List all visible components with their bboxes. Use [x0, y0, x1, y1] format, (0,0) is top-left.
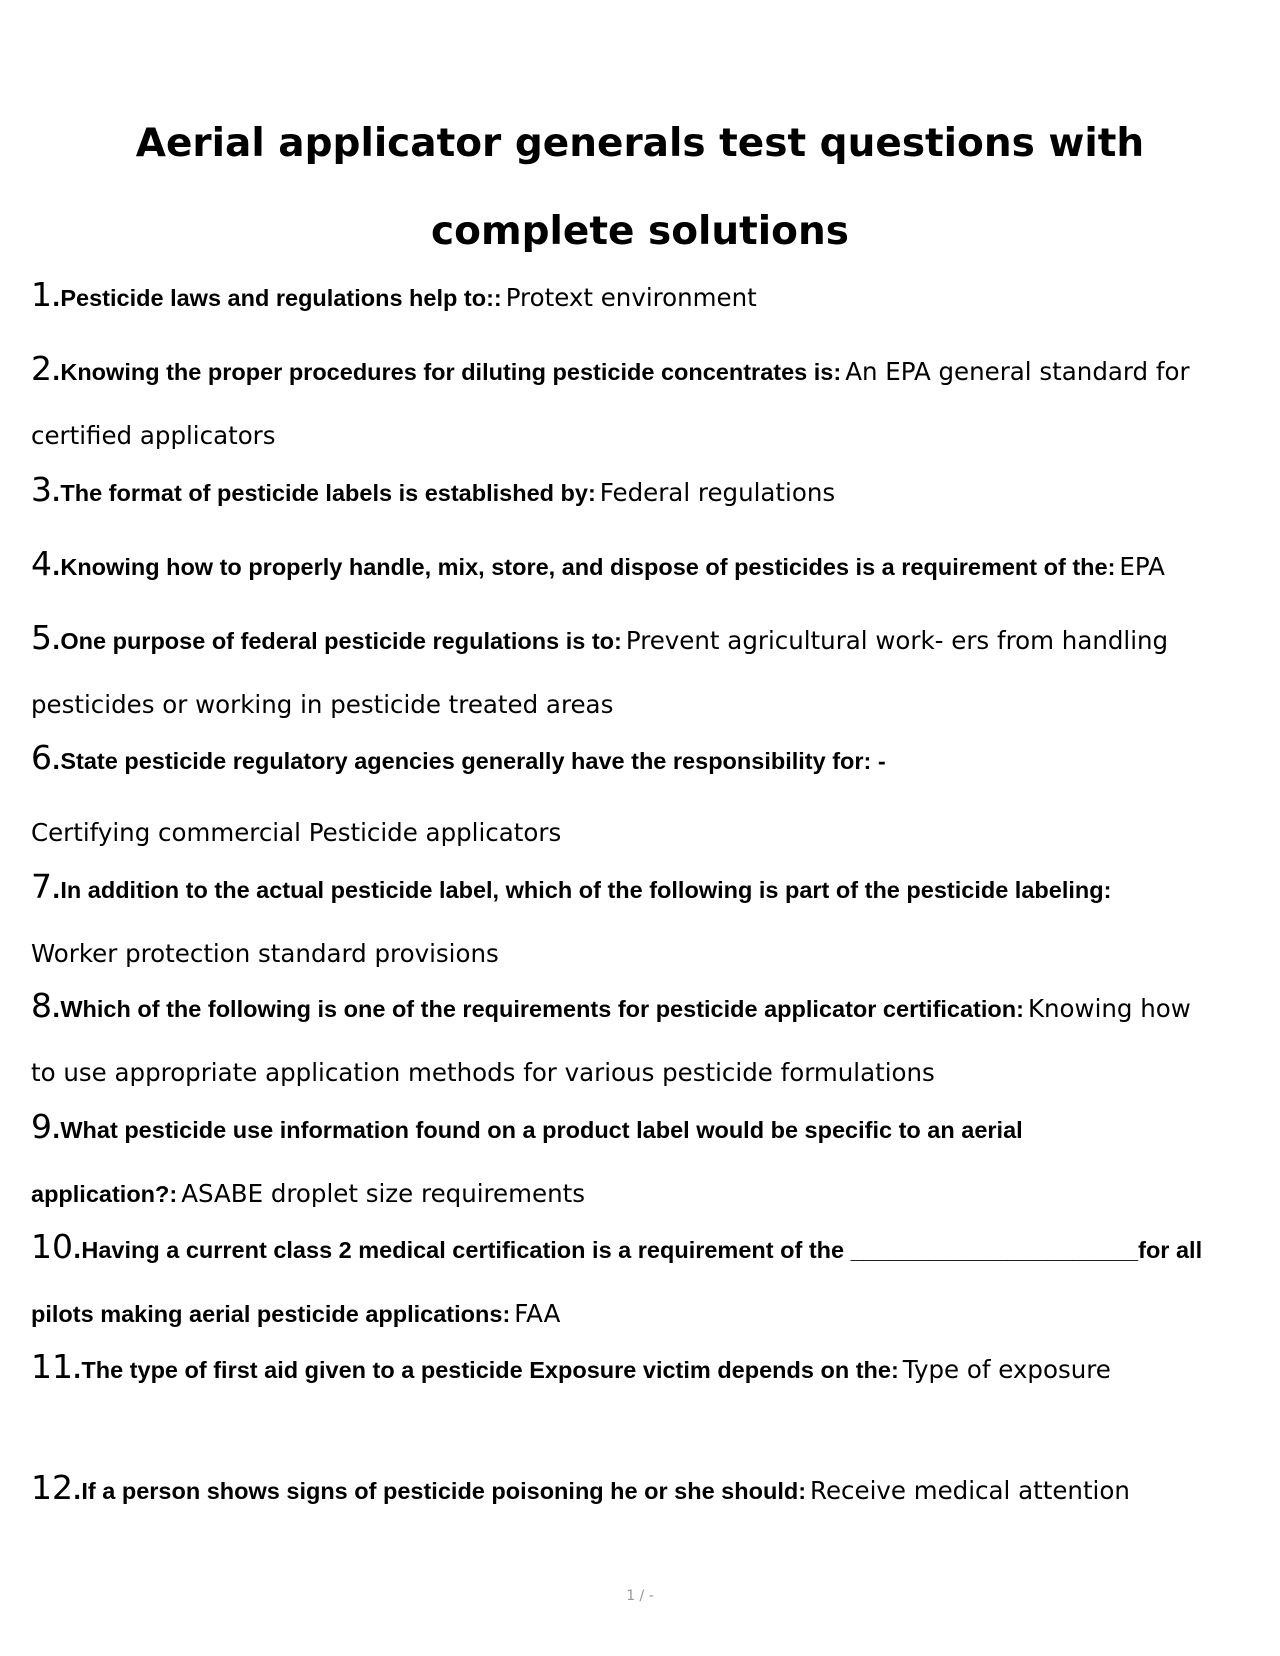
number-separator: .	[52, 998, 61, 1023]
number-separator: .	[52, 630, 61, 655]
question-text: If a person shows signs of pesticide poisoning he or she should:	[81, 1478, 807, 1504]
number-separator: .	[52, 287, 61, 312]
qa-item-8	[31, 976, 1216, 1107]
question-text: The format of pesticide labels is established by:	[60, 480, 596, 506]
question-text: What pesticide use information found on a product label would be specific to an aerial application?:	[31, 1117, 1023, 1207]
number-separator: .	[52, 361, 61, 386]
question-number: 11	[31, 1347, 73, 1386]
question-number: 5	[31, 618, 52, 657]
answer-text: FAA	[514, 1299, 561, 1328]
question-number: 3	[31, 470, 52, 509]
question-text: State pesticide regulatory agencies generally have the responsibility for: -	[60, 748, 886, 774]
document-title: Aerial applicator generals test questions with complete solutions	[135, 121, 1145, 254]
question-number: 6	[31, 738, 52, 777]
question-number: 1	[31, 275, 52, 314]
question-text: Knowing how to properly handle, mix, store, and dispose of pesticides is a requirement of the:	[60, 554, 1116, 580]
question-number: 4	[31, 544, 52, 583]
answer-text: ASABE droplet size requirements	[181, 1179, 585, 1208]
answer-text: Protext environment	[505, 283, 757, 312]
answer-text: EPA	[1119, 552, 1165, 581]
answer-text: Type of exposure	[902, 1355, 1111, 1384]
qa-item-12	[31, 1458, 1256, 1525]
qa-item-10	[31, 1217, 1256, 1348]
number-separator: .	[73, 1480, 82, 1505]
qa-item-6	[31, 728, 1171, 867]
number-separator: .	[52, 556, 61, 581]
number-separator: .	[52, 482, 61, 507]
question-text: Which of the following is one of the requirements for pesticide applicator certification:	[60, 996, 1024, 1022]
question-number: 10	[31, 1227, 73, 1266]
qa-item-1	[31, 265, 1256, 332]
answer-text: Certifying commercial Pesticide applicators	[31, 818, 562, 847]
question-text: In addition to the actual pesticide label, which of the following is part of the pesticide labeling:	[60, 877, 1112, 903]
question-text: Having a current class 2 medical certification is a requirement of the ______________________for all pilots making aerial pesticide applications:	[31, 1237, 1203, 1327]
question-text: Knowing the proper procedures for diluting pesticide concentrates is:	[60, 359, 842, 385]
number-separator: .	[52, 1119, 61, 1144]
number-separator: .	[52, 750, 61, 775]
answer-text: Receive medical attention	[810, 1476, 1130, 1505]
number-separator: .	[73, 1239, 82, 1264]
question-text: Pesticide laws and regulations help to::	[60, 285, 502, 311]
qa-item-5	[31, 608, 1206, 739]
answer-text: Prevent agricultural work- ers from handling pesticides or working in pesticide treated areas	[31, 626, 1169, 719]
qa-item-7	[31, 857, 1256, 988]
qa-item-4	[31, 534, 1256, 601]
question-text: The type of first aid given to a pesticide Exposure victim depends on the:	[81, 1357, 899, 1383]
answer-text: Knowing how to use appropriate application methods for various pesticide formulations	[31, 994, 1191, 1087]
answer-text: Federal regulations	[599, 478, 836, 507]
question-number: 8	[31, 986, 52, 1025]
question-text: One purpose of federal pesticide regulations is to:	[60, 628, 622, 654]
number-separator: .	[52, 879, 61, 904]
qa-item-9	[31, 1097, 1131, 1228]
answer-text: An EPA general standard for certified applicators	[31, 357, 1190, 450]
qa-item-3	[31, 460, 1256, 527]
question-number: 12	[31, 1468, 73, 1507]
qa-item-11	[31, 1337, 1111, 1404]
question-number: 7	[31, 867, 52, 906]
qa-item-2	[31, 339, 1191, 470]
answer-text: Worker protection standard provisions	[31, 939, 499, 968]
question-number: 2	[31, 349, 52, 388]
question-number: 9	[31, 1107, 52, 1146]
page-number-footer: 1 / -	[626, 1588, 654, 1604]
number-separator: .	[73, 1359, 82, 1384]
